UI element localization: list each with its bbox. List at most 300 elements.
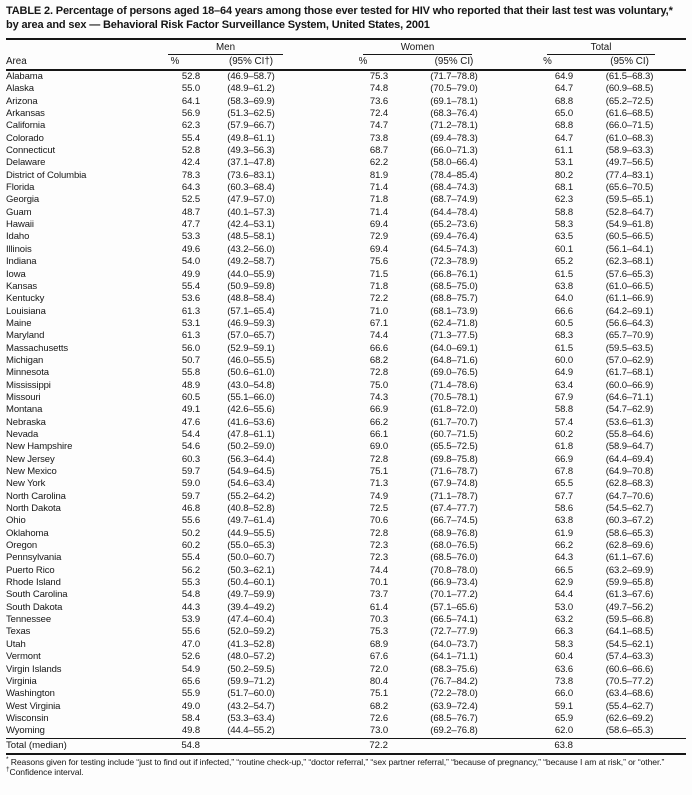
row-spacer-1 [302,293,338,305]
area-cell: New Mexico [6,466,57,477]
row-spacer-1 [302,515,338,527]
men-pct-cell: 53.3 [181,231,200,243]
women-ci-cell: (72.2–78.0) [430,688,478,700]
women-ci-cell: (64.1–71.1) [430,651,478,663]
women-ci-cell: (71.3–77.5) [430,330,478,342]
total-ci-cell: (60.9–68.5) [605,83,654,95]
group-header-total [522,39,686,55]
women-ci-cell: (72.7–77.9) [430,626,478,638]
area-cell: Guam [6,206,32,218]
men-ci-cell: (49.3–56.3) [227,145,275,157]
men-pct-cell: 55.8 [181,367,200,379]
men-pct-cell: 52.6 [181,651,200,663]
men-pct-cell: 47.7 [181,219,200,231]
row-spacer-1 [302,170,338,182]
total-pct-cell: 64.3 [554,552,574,564]
women-pct-cell: 68.2 [369,700,388,712]
men-pct-cell: 46.8 [181,503,200,515]
row-spacer-1 [302,96,338,108]
men-pct-cell: 50.2 [181,527,200,539]
total-pct-cell: 62.0 [554,725,574,737]
row-spacer-1 [302,614,338,626]
total-ci-cell: (57.4–63.3) [605,651,654,663]
men-pct-cell: 78.3 [181,169,200,181]
row-spacer-1 [302,626,338,638]
total-ci-cell: (57.0–62.9) [605,354,654,366]
men-ci-cell: (55.1–66.0) [227,391,275,403]
total-ci-cell: (58.6–65.3) [605,725,654,737]
total-pct-cell: 64.9 [554,71,574,82]
area-cell: Utah [6,638,26,650]
women-pct-cell: 72.6 [369,712,388,724]
total-pct-cell: 68.3 [554,330,574,342]
row-spacer-1 [302,145,338,157]
total-ci-cell: (57.6–65.3) [605,268,654,280]
men-pct-cell: 64.3 [181,182,200,194]
column-header-men-ci: (95% CI†) [200,55,302,70]
men-ci-cell: (54.6–63.4) [227,478,275,490]
men-ci-cell: (73.6–83.1) [227,169,275,181]
men-ci-cell: (46.9–59.3) [227,317,275,329]
men-ci-cell: (55.2–64.2) [227,490,275,502]
row-spacer-1 [302,182,338,194]
total-ci-cell: (64.2–69.1) [605,305,654,317]
total-ci-cell: (56.6–64.3) [605,317,654,329]
table-row [6,478,686,490]
women-ci-cell: (68.5–76.7) [430,712,478,724]
women-ci-cell: (64.5–74.3) [430,243,478,255]
men-pct-cell: 55.6 [181,515,200,527]
women-pct-cell: 70.1 [369,577,388,589]
total-ci-cell: (58.6–65.3) [605,527,654,539]
women-pct-cell: 73.7 [369,589,388,601]
men-pct-cell: 59.0 [181,478,200,490]
total-pct-cell: 66.6 [554,305,574,317]
row-spacer-1 [302,454,338,466]
area-cell: Pennsylvania [6,552,62,564]
women-pct-cell: 75.6 [369,256,388,268]
total-pct-cell: 67.9 [554,391,574,403]
table-row [6,70,686,83]
men-ci-cell: (55.0–65.3) [227,540,275,552]
group-header-men-label: Men [168,42,283,55]
column-spacer-1 [302,55,338,70]
men-pct-cell: 55.6 [181,626,200,638]
table-row [6,565,686,577]
men-pct-cell: 48.7 [181,206,200,218]
footnote-reasons [6,758,688,768]
men-pct-cell: 54.0 [181,256,200,268]
area-cell: South Dakota [6,601,63,613]
women-pct-cell: 69.4 [369,243,388,255]
table-title: TABLE 2. Percentage of persons aged 18–64 years among those ever tested for HIV who reported that their last test was voluntary,* by area and sex — Behavioral Risk Factor Surveillance System, United States, 2001 [6,5,673,31]
women-pct-cell: 62.2 [369,157,388,169]
total-pct-cell: 66.9 [554,453,574,465]
women-ci-cell: (65.2–73.6) [430,219,478,231]
row-spacer-1 [302,120,338,132]
men-pct-cell: 49.6 [181,243,200,255]
table-row [6,207,686,219]
men-ci-cell: (46.0–55.5) [227,354,275,366]
table-row [6,133,686,145]
women-ci-cell: (66.5–74.1) [430,614,478,626]
men-pct-cell: 58.4 [181,712,200,724]
men-ci-cell: (43.0–54.8) [227,379,275,391]
row-spacer-1 [302,306,338,318]
table-row [6,256,686,268]
table-row [6,367,686,379]
table-row [6,540,686,552]
table-row [6,466,686,478]
women-pct-cell: 66.2 [369,416,388,428]
women-ci-cell: (68.3–75.6) [430,663,478,675]
men-ci-cell: (49.8–61.1) [227,132,275,144]
total-pct-cell: 61.9 [554,527,574,539]
area-cell: Florida [6,182,35,194]
area-cell: Arkansas [6,108,45,120]
row-spacer-1 [302,231,338,243]
row-spacer-1 [302,713,338,725]
area-cell: Wisconsin [6,712,49,724]
total-ci-cell: (59.5–66.8) [605,614,654,626]
area-cell: New Hampshire [6,441,73,453]
area-cell: Nebraska [6,416,46,428]
row-spacer-1 [302,207,338,219]
footnote-ci-text: Confidence interval. [9,766,84,777]
area-cell: Louisiana [6,305,46,317]
area-cell: Massachusetts [6,342,69,354]
men-ci-cell: (50.2–59.5) [227,663,275,675]
table-header [6,39,686,70]
area-cell: Montana [6,404,43,416]
group-spacer-1 [302,39,338,55]
women-pct-cell: 74.4 [369,564,388,576]
men-ci-cell: (50.3–62.1) [227,564,275,576]
area-cell: Rhode Island [6,577,61,589]
table-row [6,713,686,725]
women-pct-cell: 61.4 [369,601,388,613]
men-ci-cell: (53.3–63.4) [227,712,275,724]
men-pct-cell: 61.3 [181,305,200,317]
table-body [6,70,686,738]
row-spacer-1 [302,194,338,206]
area-cell: South Carolina [6,589,68,601]
total-ci-cell: (65.7–70.9) [605,330,654,342]
men-ci-cell: (50.2–59.0) [227,441,275,453]
area-cell: Maine [6,317,32,329]
total-ci-cell: (61.3–67.6) [605,589,654,601]
row-spacer-1 [302,602,338,614]
men-pct-cell: 44.3 [181,601,200,613]
area-cell: Ohio [6,515,26,527]
group-header-men [150,39,302,55]
women-pct-cell: 71.0 [369,305,388,317]
total-pct-cell: 64.9 [554,367,574,379]
women-pct-cell: 72.9 [369,231,388,243]
total-ci-cell: (54.7–62.9) [605,404,654,416]
table-row [6,281,686,293]
women-pct-cell: 74.8 [369,83,388,95]
men-pct-cell: 50.7 [181,354,200,366]
women-pct-cell: 72.3 [369,540,388,552]
row-spacer-1 [302,503,338,515]
group-header-women-label: Women [363,42,472,55]
women-ci-cell: (61.8–72.0) [430,404,478,416]
women-ci-cell: (68.1–73.9) [430,305,478,317]
table-row [6,269,686,281]
row-spacer-1 [302,577,338,589]
men-ci-cell: (57.0–65.7) [227,330,275,342]
total-ci-cell: (63.4–68.6) [605,688,654,700]
table-row [6,108,686,120]
total-pct-cell: 63.8 [554,515,574,527]
total-ci-cell: (53.6–61.3) [605,416,654,428]
men-ci-cell: (40.8–52.8) [227,503,275,515]
women-ci-cell: (64.4–78.4) [430,206,478,218]
women-ci-cell: (68.8–75.7) [430,293,478,305]
row-spacer-1 [302,528,338,540]
total-ci-cell: (54.5–62.1) [605,638,654,650]
women-ci-cell: (60.7–71.5) [430,428,478,440]
total-ci-cell: (61.7–68.1) [605,367,654,379]
total-ci-cell: (60.0–66.9) [605,379,654,391]
total-pct-cell: 57.4 [554,416,574,428]
women-pct-cell: 68.7 [369,145,388,157]
women-ci-cell: (76.7–84.2) [430,675,478,687]
area-cell: New Jersey [6,453,55,465]
women-pct-cell: 72.2 [369,293,388,305]
table-row [6,145,686,157]
row-spacer-1 [302,157,338,169]
women-pct-cell: 71.8 [369,194,388,206]
table-row [6,306,686,318]
area-cell: Puerto Rico [6,564,55,576]
row-spacer-1 [302,281,338,293]
table-row [6,515,686,527]
men-pct-cell: 59.7 [181,490,200,502]
men-ci-cell: (50.0–60.7) [227,552,275,564]
table-row [6,639,686,651]
men-pct-cell: 54.6 [181,441,200,453]
men-ci-cell: (49.2–58.7) [227,256,275,268]
table-row [6,688,686,700]
men-ci-cell: (60.3–68.4) [227,182,275,194]
men-ci-cell: (49.7–61.4) [227,515,275,527]
table-row [6,626,686,638]
men-ci-cell: (47.9–57.0) [227,194,275,206]
table-row [6,244,686,256]
table-row [6,614,686,626]
total-pct-cell: 65.9 [554,712,574,724]
footnote-ci [6,768,688,778]
table-row [6,404,686,416]
row-spacer-1 [302,330,338,342]
area-cell: Virginia [6,675,37,687]
total-median-row [6,738,686,754]
total-pct-cell: 58.8 [554,206,574,218]
area-cell: Tennessee [6,614,52,626]
total-men-ci-cell [200,738,302,754]
women-pct-cell: 81.9 [369,169,388,181]
area-cell: Oklahoma [6,527,49,539]
total-ci-cell: (61.1–67.6) [605,552,654,564]
total-pct-cell: 60.2 [554,428,574,440]
women-pct-cell: 71.4 [369,182,388,194]
row-spacer-1 [302,355,338,367]
men-ci-cell: (54.9–64.5) [227,466,275,477]
table-row [6,528,686,540]
women-pct-cell: 75.1 [369,688,388,700]
men-ci-cell: (51.7–60.0) [227,688,275,700]
women-pct-cell: 74.3 [369,391,388,403]
women-ci-cell: (70.5–79.0) [430,83,478,95]
men-pct-cell: 47.6 [181,416,200,428]
total-ci-cell: (62.6–69.2) [605,712,654,724]
table-row [6,651,686,663]
women-ci-cell: (68.7–74.9) [430,194,478,206]
total-pct-cell: 60.4 [554,651,574,663]
men-ci-cell: (56.3–64.4) [227,453,275,465]
area-cell: District of Columbia [6,169,87,181]
row-spacer-1 [302,565,338,577]
women-ci-cell: (66.9–73.4) [430,577,478,589]
women-pct-cell: 69.0 [369,441,388,453]
men-ci-cell: (50.6–61.0) [227,367,275,379]
area-cell: Iowa [6,268,26,280]
women-ci-cell: (71.6–78.7) [430,466,478,477]
area-cell: Georgia [6,194,40,206]
men-ci-cell: (44.0–55.9) [227,268,275,280]
total-ci-cell: (77.4–83.1) [605,169,654,181]
total-ci-cell: (64.7–70.6) [605,490,654,502]
men-pct-cell: 54.8 [181,589,200,601]
men-ci-cell: (52.9–59.1) [227,342,275,354]
table-row [6,330,686,342]
table-row [6,417,686,429]
men-pct-cell: 55.3 [181,577,200,589]
column-header-total-pct: % [522,55,573,70]
total-pct-cell: 66.5 [554,564,574,576]
men-pct-cell: 49.0 [181,700,200,712]
women-pct-cell: 67.1 [369,317,388,329]
total-ci-cell: (70.5–77.2) [605,675,654,687]
women-ci-cell: (68.5–75.0) [430,280,478,292]
total-ci-cell: (60.3–67.2) [605,515,654,527]
total-pct-cell: 67.7 [554,490,574,502]
total-women-ci-cell [388,738,520,754]
total-pct-cell: 58.8 [554,404,574,416]
group-header-total-label: Total [547,42,655,55]
women-ci-cell: (66.7–74.5) [430,515,478,527]
total-ci-cell: (59.9–65.8) [605,577,654,589]
row-spacer-1 [302,589,338,601]
men-pct-cell: 53.9 [181,614,200,626]
total-ci-cell: (52.8–64.7) [605,206,654,218]
row-spacer-1 [302,392,338,404]
total-ci-cell: (64.1–68.5) [605,626,654,638]
men-pct-cell: 56.9 [181,108,200,120]
total-ci-cell: (62.8–69.6) [605,540,654,552]
total-ci-cell: (64.9–70.8) [605,466,654,477]
women-pct-cell: 73.6 [369,95,388,107]
area-cell: North Carolina [6,490,66,502]
women-pct-cell: 75.3 [369,626,388,638]
men-ci-cell: (44.9–55.5) [227,527,275,539]
column-header-row [6,55,686,70]
men-pct-cell: 54.4 [181,428,200,440]
table-row [6,293,686,305]
area-cell: Minnesota [6,367,49,379]
total-spacer-1 [302,738,338,754]
total-pct-cell: 60.1 [554,243,574,255]
women-ci-cell: (69.0–76.5) [430,367,478,379]
men-pct-cell: 60.2 [181,540,200,552]
total-pct-cell: 58.3 [554,219,574,231]
men-pct-cell: 52.5 [181,194,200,206]
area-cell: Michigan [6,354,44,366]
table-row [6,725,686,738]
men-ci-cell: (57.1–65.4) [227,305,275,317]
row-spacer-1 [302,417,338,429]
row-spacer-1 [302,688,338,700]
area-cell: Wyoming [6,725,45,737]
women-ci-cell: (71.4–78.6) [430,379,478,391]
row-spacer-1 [302,404,338,416]
table-footer [6,738,686,754]
row-spacer-1 [302,540,338,552]
women-ci-cell: (69.2–76.8) [430,725,478,737]
area-cell: Mississippi [6,379,51,391]
women-ci-cell: (65.5–72.5) [430,441,478,453]
total-ci-cell: (61.6–68.5) [605,108,654,120]
men-pct-cell: 42.4 [181,157,200,169]
column-header-men-pct: % [150,55,200,70]
total-pct-cell: 63.8 [554,280,574,292]
women-ci-cell: (70.5–78.1) [430,391,478,403]
men-ci-cell: (50.9–59.8) [227,280,275,292]
row-spacer-1 [302,256,338,268]
row-spacer-1 [302,552,338,564]
total-pct-cell: 65.0 [554,108,574,120]
table-row [6,441,686,453]
men-pct-cell: 56.0 [181,342,200,354]
total-pct-cell: 64.4 [554,589,574,601]
table-row [6,392,686,404]
women-pct-cell: 72.0 [369,663,388,675]
men-ci-cell: (44.4–55.2) [227,725,275,737]
row-spacer-1 [302,725,338,738]
total-ci-cell: (61.1–66.9) [605,293,654,305]
women-pct-cell: 73.8 [369,132,388,144]
women-ci-cell: (71.1–78.7) [430,490,478,502]
total-ci-cell: (49.7–56.5) [605,157,654,169]
total-pct-cell: 53.1 [554,157,574,169]
row-spacer-1 [302,478,338,490]
area-cell: New York [6,478,46,490]
women-pct-cell: 71.3 [369,478,388,490]
men-pct-cell: 55.9 [181,688,200,700]
row-spacer-1 [302,108,338,120]
men-ci-cell: (41.6–53.6) [227,416,275,428]
men-pct-cell: 60.3 [181,453,200,465]
row-spacer-1 [302,380,338,392]
women-pct-cell: 75.0 [369,379,388,391]
footnotes [6,758,688,778]
total-ci-cell: (60.5–66.5) [605,231,654,243]
asterisk-marker: * [6,756,9,764]
women-ci-cell: (61.7–70.7) [430,416,478,428]
women-ci-cell: (68.9–76.8) [430,527,478,539]
